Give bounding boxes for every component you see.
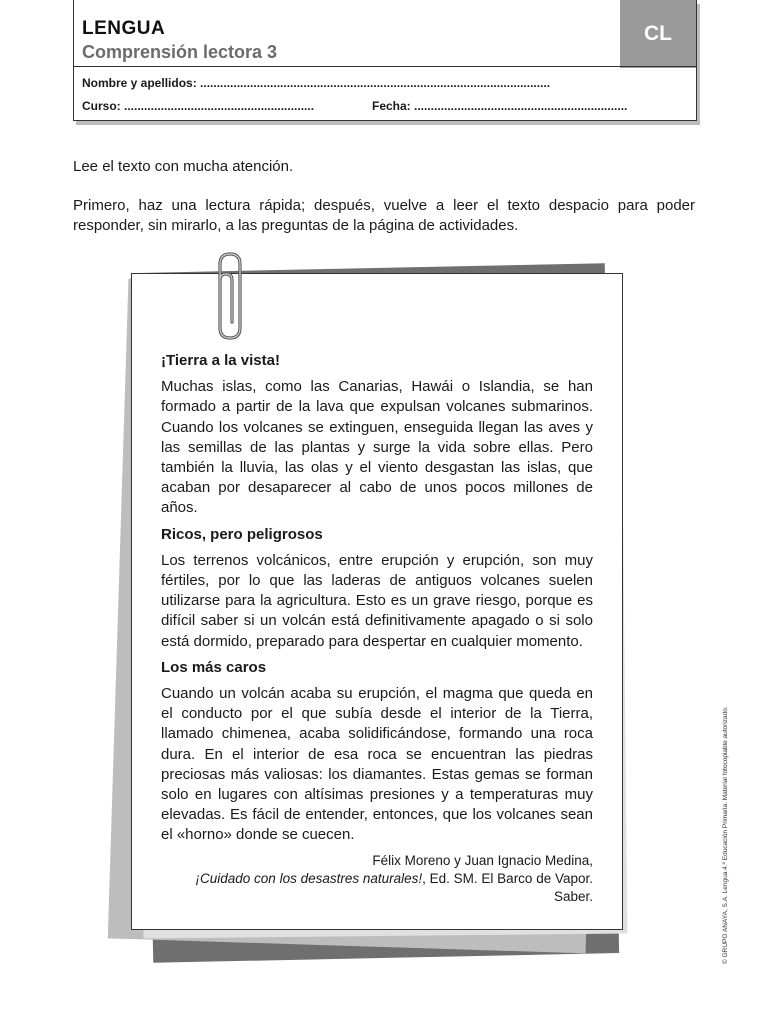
unit-title: Comprensión lectora 3 bbox=[82, 42, 278, 62]
reading-text bbox=[161, 351, 593, 906]
header-divider bbox=[74, 66, 696, 67]
instruction-1: Lee el texto con mucha atención. bbox=[73, 158, 294, 175]
section-title: ¡Tierra a la vista! bbox=[161, 352, 280, 369]
section-paragraph: Muchas islas, como las Canarias, Hawái o Islandia, se han formado a partir de la lava que expulsan volcanes submarinos. Cuando los volcanes se extinguen, enseguida llegan las aves y las semillas de las plantas y surge la vida sobre ellas. Pero también la lluvia, las olas y el viento desgastan las islas, que acaban por desaparecer al cabo de unos pocos millones de años. bbox=[161, 378, 593, 517]
worksheet-header bbox=[73, 0, 697, 121]
credit-authors: Félix Moreno y Juan Ignacio Medina, bbox=[372, 852, 593, 868]
instruction-2: Primero, haz una lectura rápida; después, vuelve a leer el texto despacio para poder responder, sin mirarlo, a las preguntas de la página de actividades. bbox=[73, 197, 695, 234]
credit-publisher: , Ed. SM. El Barco de Vapor. Saber. bbox=[422, 870, 593, 904]
section-title: Los más caros bbox=[161, 658, 267, 676]
credit-book-title: ¡Cuidado con los desastres naturales! bbox=[195, 870, 423, 886]
level-badge: CL bbox=[620, 0, 696, 68]
section-title: Ricos, pero peligrosos bbox=[161, 525, 323, 543]
section-paragraph: Los terrenos volcánicos, entre erupción y erupción, son muy fértiles, por lo que las laderas de antiguos volcanes suelen utilizarse para la agricultura. Esto es un grave riesgo, porque es difícil saber si un volcán está definitivamente apagado o si solo está dormido, preparado para despertar en cualquier momento. bbox=[161, 551, 593, 650]
paperclip-icon bbox=[206, 250, 252, 342]
course-field[interactable]: Curso: ......................................................... bbox=[82, 99, 315, 113]
name-field[interactable]: Nombre y apellidos: ......................................................................................................... bbox=[82, 76, 551, 90]
subject-title: LENGUA bbox=[82, 18, 166, 39]
copyright-notice: © GRUPO ANAYA, S.A. Lengua 4.º Educación Primaria. Material fotocopiable autorizado. bbox=[722, 706, 729, 964]
date-field[interactable]: Fecha: ................................................................ bbox=[372, 99, 628, 113]
section-paragraph: Cuando un volcán acaba su erupción, el magma que queda en el conducto por el que subía desde el interior de la Tierra, llamado chimenea, acaba solidificándose, formando una roca dura. En el interior de esa roca se encuentran las piedras preciosas más valiosas: los diamantes. Estas gemas se forman solo en lugares con altísimas presiones y a temperaturas muy elevadas. Es fácil de entender, entonces, que los volcanes sean el «horno» donde se cuecen. bbox=[161, 685, 593, 844]
source-credit bbox=[161, 852, 593, 906]
